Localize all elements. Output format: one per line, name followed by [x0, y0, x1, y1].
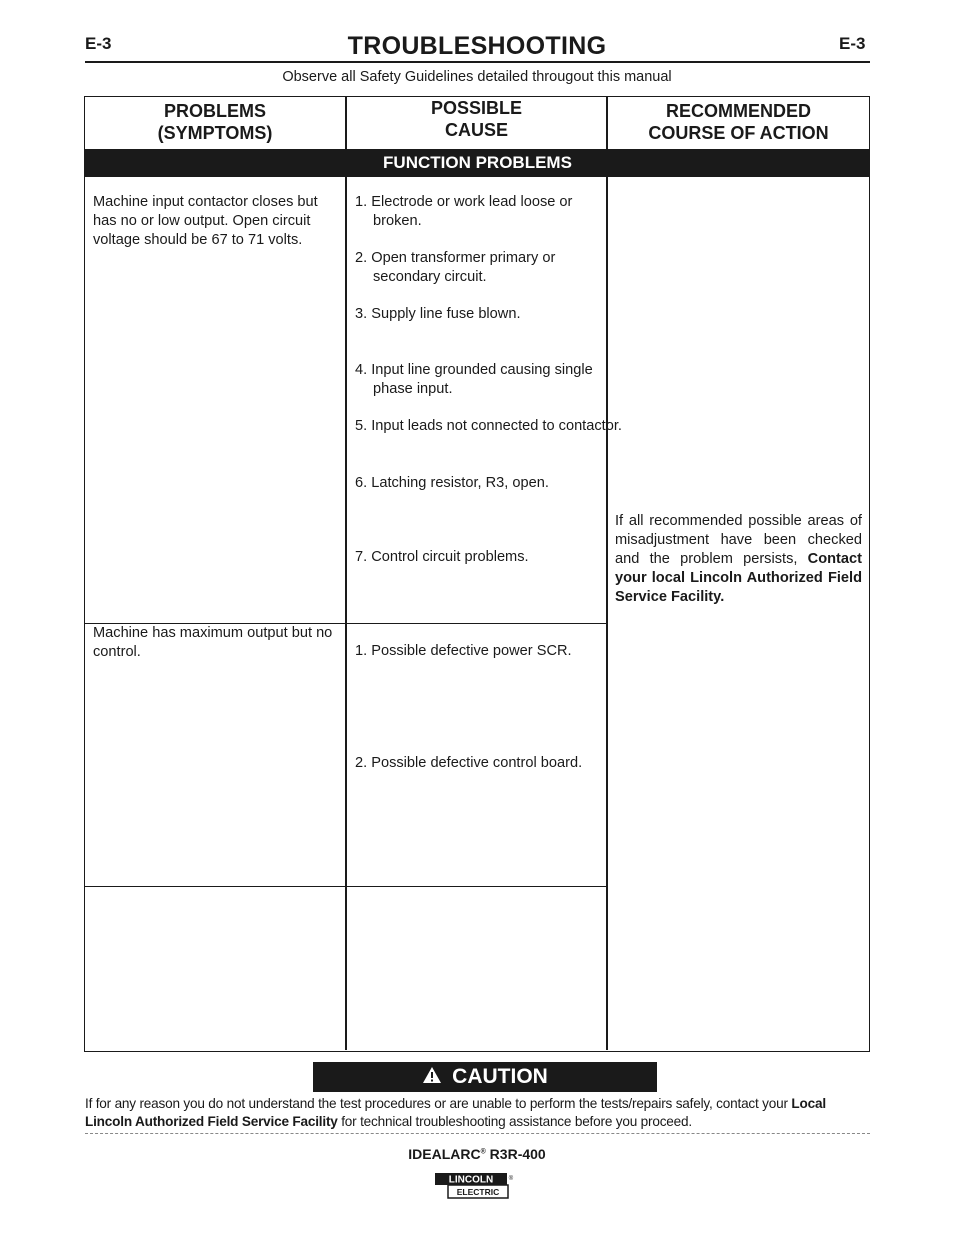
troubleshooting-table	[84, 96, 870, 1052]
footer-divider	[85, 1133, 870, 1134]
cause-2-1: 1. Possible defective power SCR.	[355, 643, 572, 659]
cause-2-2: 2. Possible defective control board.	[355, 755, 583, 771]
recommended-action-contact: Contact your local Lincoln Authorized Field Service Facility.	[615, 551, 862, 605]
caution-banner	[313, 1062, 657, 1092]
problem-2: Machine has maximum output but no control.	[93, 625, 333, 660]
cause-1-7: 7. Control circuit problems.	[355, 549, 529, 565]
header-recommended-action: RECOMMENDED COURSE OF ACTION	[648, 101, 829, 143]
model-name: IDEALARC® R3R-400	[408, 1146, 546, 1162]
page-title: TROUBLESHOOTING	[347, 32, 607, 60]
svg-text:LINCOLN: LINCOLN	[448, 1174, 494, 1186]
caution-text: If for any reason you do not understand the test procedures or are unable to perform the tests/repairs safely, contact your Local Lincoln Authorized Field Service Facility for technical troubleshooting assistance before you proceed.	[85, 1096, 826, 1129]
cause-1-4: 4. Input line grounded causing single phase input.	[355, 362, 593, 397]
section-title: FUNCTION PROBLEMS	[383, 153, 572, 172]
page-code-left: E-3	[85, 34, 112, 53]
cause-1-3: 3. Supply line fuse blown.	[355, 306, 521, 322]
caution-label: CAUTION	[452, 1065, 548, 1088]
header-problems: PROBLEMS (SYMPTOMS)	[157, 101, 273, 143]
caution-contact: Local Lincoln Authorized Field Service Facility	[85, 1096, 826, 1129]
header-rule	[85, 61, 870, 63]
cause-1-1: 1. Electrode or work lead loose or broken.	[355, 194, 573, 229]
page-code-right: E-3	[839, 34, 866, 53]
svg-text:ELECTRIC: ELECTRIC	[456, 1187, 500, 1197]
cause-1-2: 2. Open transformer primary or secondary circuit.	[355, 250, 556, 285]
column-divider	[606, 97, 608, 1050]
recommended-action: If all recommended possible areas of misadjustment have been checked and the problem persists, Contact your local Lincoln Authorized Field Service Facility.	[615, 513, 862, 605]
cause-1-5: 5. Input leads not connected to contactor.	[355, 418, 622, 434]
cause-1-6: 6. Latching resistor, R3, open.	[355, 475, 549, 491]
row-separator	[85, 886, 607, 887]
header-possible-cause: POSSIBLE CAUSE	[430, 98, 523, 140]
column-divider	[345, 97, 347, 1050]
svg-text:®: ®	[508, 1176, 514, 1182]
problem-1: Machine input contactor closes but has no or low output. Open circuit voltage should be 67 to 71 volts.	[93, 194, 318, 248]
warning-triangle-icon	[422, 1066, 442, 1089]
safety-note: Observe all Safety Guidelines detailed througout this manual	[282, 69, 672, 85]
lincoln-electric-logo	[434, 1172, 514, 1200]
